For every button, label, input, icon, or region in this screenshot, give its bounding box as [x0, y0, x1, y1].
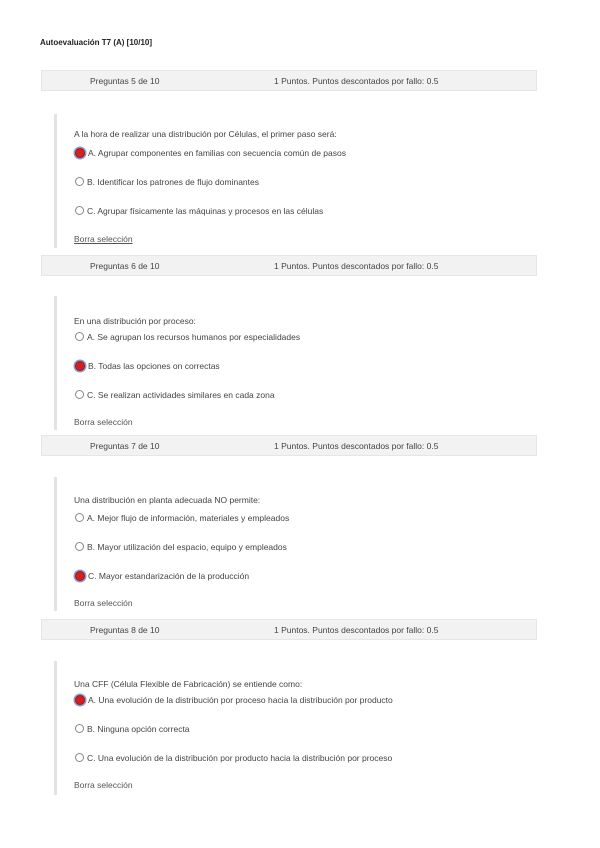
question-number: Preguntas 8 de 10 — [90, 625, 160, 635]
clear-selection-link[interactable]: Borra selección — [74, 598, 133, 608]
answer-option-c[interactable] — [75, 389, 275, 401]
answer-option-b[interactable] — [75, 360, 220, 372]
option-label: C. Agrupar físicamente las máquinas y procesos en las células — [87, 206, 324, 216]
option-label: B. Todas las opciones on correctas — [88, 361, 220, 371]
option-label: B. Mayor utilización del espacio, equipo y empleados — [87, 542, 287, 552]
answer-option-a[interactable] — [75, 147, 346, 159]
question-body — [54, 296, 534, 430]
answer-option-b[interactable] — [75, 723, 190, 735]
question-header — [41, 435, 537, 456]
question-number: Preguntas 5 de 10 — [90, 76, 160, 86]
clear-selection-link[interactable]: Borra selección — [74, 780, 133, 790]
question-number: Preguntas 7 de 10 — [90, 441, 160, 451]
question-number: Preguntas 6 de 10 — [90, 261, 160, 271]
question-body — [54, 477, 534, 611]
option-label: C. Mayor estandarización de la producción — [88, 571, 250, 581]
question-points: 1 Puntos. Puntos descontados por fallo: 0.5 — [274, 625, 439, 635]
page-title: Autoevaluación T7 (A) [10/10] — [40, 38, 153, 47]
radio-icon[interactable] — [75, 332, 84, 341]
option-label: B. Ninguna opción correcta — [87, 724, 190, 734]
answer-option-c[interactable] — [75, 752, 392, 764]
answer-option-c[interactable] — [75, 570, 249, 582]
answer-option-a[interactable] — [75, 512, 289, 524]
radio-icon[interactable] — [75, 177, 84, 186]
question-text: A la hora de realizar una distribución por Células, el primer paso será: — [74, 129, 337, 139]
answer-option-b[interactable] — [75, 541, 287, 553]
clear-selection-link[interactable]: Borra selección — [74, 234, 133, 244]
question-header — [41, 619, 537, 640]
question-text: Una CFF (Célula Flexible de Fabricación) se entiende como: — [74, 679, 303, 689]
option-label: C. Una evolución de la distribución por producto hacia la distribución por proceso — [87, 753, 393, 763]
radio-selected-icon[interactable] — [75, 695, 85, 705]
radio-icon[interactable] — [75, 724, 84, 733]
radio-icon[interactable] — [75, 542, 84, 551]
question-points: 1 Puntos. Puntos descontados por fallo: 0.5 — [274, 76, 439, 86]
radio-selected-icon[interactable] — [75, 571, 85, 581]
radio-icon[interactable] — [75, 390, 84, 399]
question-points: 1 Puntos. Puntos descontados por fallo: 0.5 — [274, 441, 439, 451]
question-header — [41, 70, 537, 91]
radio-selected-icon[interactable] — [75, 148, 85, 158]
question-text: Una distribución en planta adecuada NO permite: — [74, 495, 261, 505]
option-label: A. Agrupar componentes en familias con secuencia común de pasos — [88, 148, 346, 158]
option-label: A. Mejor flujo de información, materiales y empleados — [87, 513, 290, 523]
radio-icon[interactable] — [75, 206, 84, 215]
answer-option-b[interactable] — [75, 176, 259, 188]
question-header — [41, 255, 537, 276]
answer-option-c[interactable] — [75, 205, 323, 217]
radio-icon[interactable] — [75, 753, 84, 762]
question-body — [54, 114, 534, 248]
option-label: C. Se realizan actividades similares en cada zona — [87, 390, 275, 400]
radio-selected-icon[interactable] — [75, 361, 85, 371]
question-text: En una distribución por proceso: — [74, 316, 196, 326]
question-points: 1 Puntos. Puntos descontados por fallo: 0.5 — [274, 261, 439, 271]
radio-icon[interactable] — [75, 513, 84, 522]
question-body — [54, 661, 534, 795]
answer-option-a[interactable] — [75, 694, 393, 706]
option-label: A. Una evolución de la distribución por proceso hacia la distribución por producto — [88, 695, 393, 705]
answer-option-a[interactable] — [75, 331, 300, 343]
clear-selection-link[interactable]: Borra selección — [74, 417, 133, 427]
option-label: A. Se agrupan los recursos humanos por especialidades — [87, 332, 301, 342]
option-label: B. Identificar los patrones de flujo dominantes — [87, 177, 259, 187]
